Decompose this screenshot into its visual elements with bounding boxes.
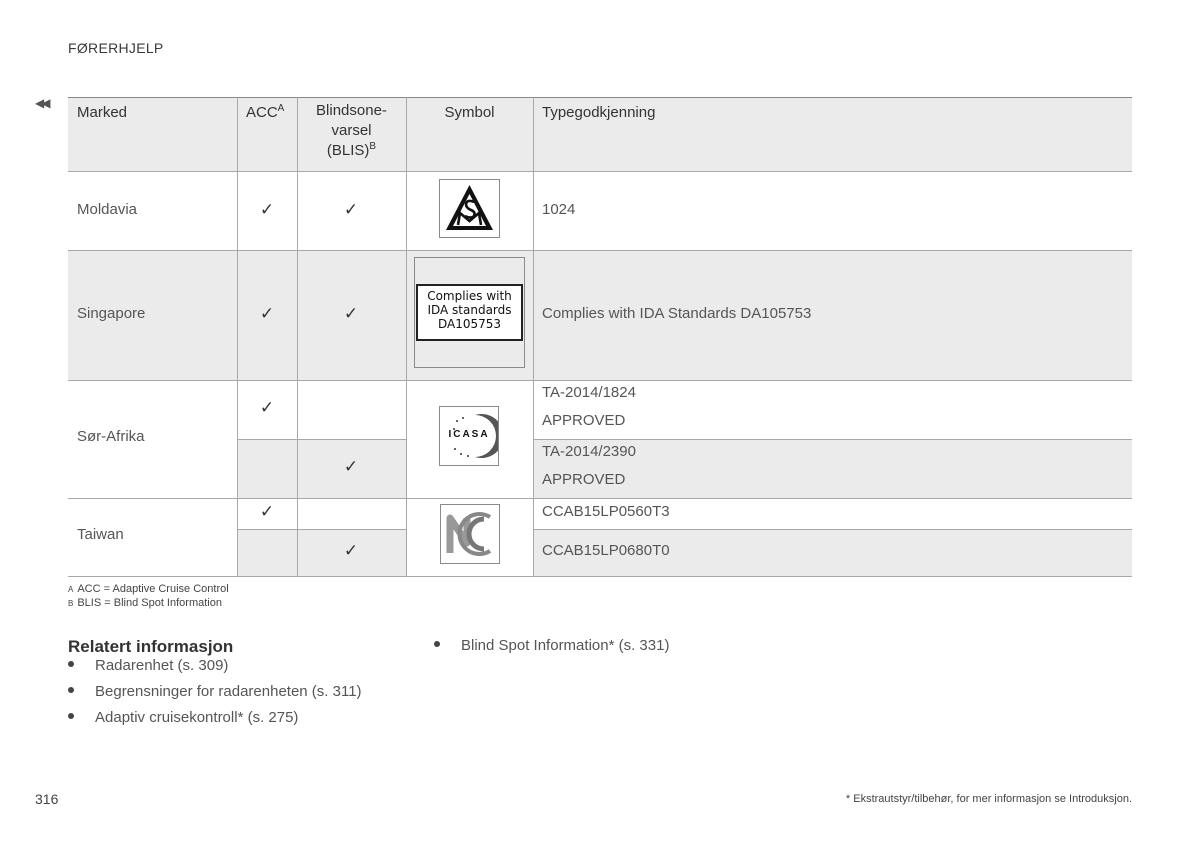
header-blis-sup: B	[369, 141, 377, 152]
header-approval: Typegodkjenning	[542, 104, 656, 121]
footnote-blis	[68, 597, 222, 609]
header-blis-line2: varsel	[331, 122, 372, 139]
header-blis	[297, 101, 406, 161]
header-acc	[246, 103, 284, 123]
singapore-acc-check: ✓	[259, 304, 275, 323]
approval-south-africa-1a: TA-2014/1824	[542, 384, 636, 401]
market-moldavia: Moldavia	[77, 201, 138, 218]
header-symbol: Symbol	[444, 104, 495, 121]
related-link-label: Begrensninger for radarenheten (s. 311)	[95, 683, 362, 700]
moldavia-blis-check: ✓	[343, 200, 359, 219]
related-link-blind-spot[interactable]	[434, 637, 669, 654]
header-blis-line3-wrap	[297, 141, 406, 161]
footnote-acc-text: ACC = Adaptive Cruise Control	[77, 583, 229, 595]
related-link-label: Blind Spot Information* (s. 331)	[461, 637, 670, 654]
row-taiwan-sub2-bg	[237, 529, 1132, 576]
ida-line2: IDA standards	[427, 303, 512, 317]
footnote-blis-letter: B	[68, 599, 74, 608]
taiwan-acc-check: ✓	[259, 502, 275, 521]
approval-table	[68, 97, 1132, 577]
icasa-text: ICASA	[448, 429, 490, 440]
icasa-logo	[439, 406, 499, 466]
footnote-acc-letter: A	[68, 585, 74, 594]
south-africa-acc-check: ✓	[259, 398, 275, 417]
market-singapore: Singapore	[77, 305, 146, 322]
approval-south-africa-2a: TA-2014/2390	[542, 443, 636, 460]
ncc-logo	[440, 504, 500, 564]
approval-singapore: Complies with IDA Standards DA105753	[542, 305, 812, 322]
approval-moldavia: 1024	[542, 201, 576, 218]
related-link-label: Adaptiv cruisekontroll* (s. 275)	[95, 709, 299, 726]
footnote-acc	[68, 583, 229, 595]
related-link-label: Radarenhet (s. 309)	[95, 657, 229, 674]
header-blis-line3: (BLIS)	[326, 142, 370, 159]
header-market: Marked	[77, 104, 128, 121]
section-header: FØRERHJELP	[68, 40, 164, 56]
ida-line1: Complies with	[427, 289, 512, 303]
approval-south-africa-2b: APPROVED	[542, 471, 626, 488]
singapore-blis-check: ✓	[343, 304, 359, 323]
row-south-africa-sub2-bg	[237, 439, 1132, 498]
ida-standards-label	[416, 284, 523, 341]
ida-line3: DA105753	[437, 317, 502, 331]
bullet-icon	[68, 661, 74, 667]
footer-note: * Ekstrautstyr/tilbehør, for mer informasjon se Introduksjon.	[845, 793, 1132, 805]
market-taiwan: Taiwan	[77, 526, 124, 543]
moldavia-acc-check: ✓	[259, 200, 275, 219]
header-acc-label: ACC	[246, 104, 278, 121]
south-africa-blis-check: ✓	[343, 457, 359, 476]
ida-standards-logo	[414, 257, 525, 368]
approval-taiwan-2: CCAB15LP0680T0	[542, 542, 670, 559]
footnote-blis-text: BLIS = Blind Spot Information	[77, 597, 222, 609]
approval-taiwan-1: CCAB15LP0560T3	[542, 503, 670, 520]
approval-south-africa-1b: APPROVED	[542, 412, 626, 429]
page-number: 316	[35, 791, 59, 807]
moldavia-sm-icon	[439, 179, 500, 238]
bullet-icon	[68, 713, 74, 719]
bullet-icon	[68, 687, 74, 693]
header-acc-sup: A	[277, 103, 285, 114]
back-arrows-icon[interactable]: ◀◀	[35, 96, 48, 110]
header-blis-line1: Blindsone-	[316, 102, 387, 119]
related-link-radar-unit[interactable]	[68, 657, 228, 674]
market-south-africa: Sør-Afrika	[77, 428, 145, 445]
related-link-radar-limits[interactable]	[68, 683, 362, 700]
related-link-adaptive-cruise[interactable]	[68, 709, 298, 726]
taiwan-blis-check: ✓	[343, 541, 359, 560]
related-info-title: Relatert informasjon	[68, 637, 234, 656]
bullet-icon	[434, 641, 440, 647]
